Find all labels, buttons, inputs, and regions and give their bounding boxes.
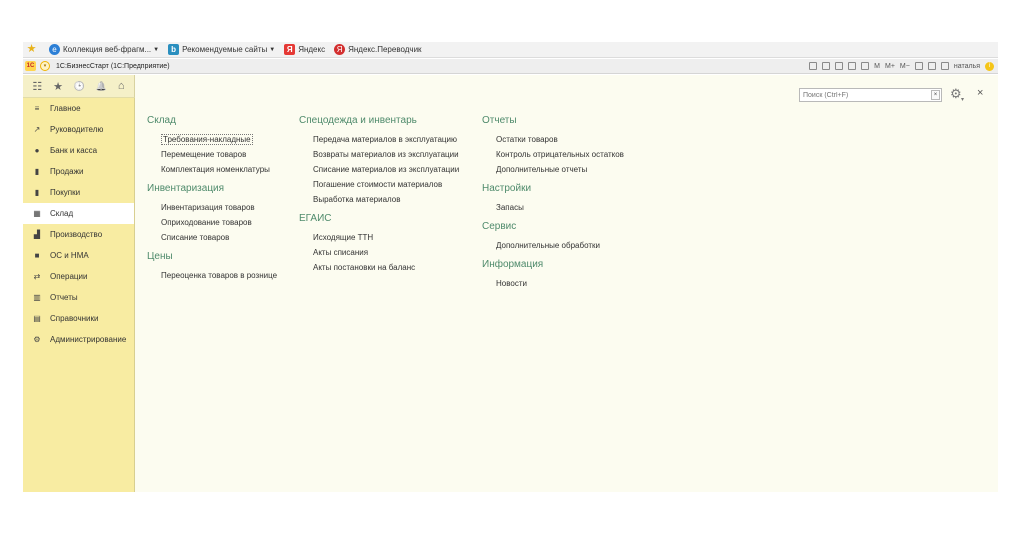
section-title: Спецодежда и инвентарь bbox=[299, 115, 417, 126]
sidebar-item-label: Производство bbox=[50, 230, 103, 239]
section-title: Настройки bbox=[482, 183, 532, 194]
link-outgoing-ttn[interactable]: Исходящие ТТН bbox=[313, 233, 374, 242]
sidebar-item-label: ОС и НМА bbox=[50, 251, 89, 260]
section-title: Сервис bbox=[482, 221, 517, 232]
gear-icon: ⚙ bbox=[33, 335, 41, 344]
link-negative-balance[interactable]: Контроль отрицательных остатков bbox=[496, 150, 624, 159]
fav-label: Коллекция веб-фрагм... bbox=[63, 45, 152, 54]
sidebar-item-label: Справочники bbox=[50, 314, 99, 323]
print-icon[interactable] bbox=[822, 62, 830, 70]
bag-icon: ▮ bbox=[34, 167, 40, 176]
section-title: Отчеты bbox=[482, 115, 517, 126]
section-title: Информация bbox=[482, 259, 544, 270]
link-goods-writeoff[interactable]: Списание товаров bbox=[161, 233, 230, 242]
section-settings bbox=[482, 183, 624, 217]
memory-minus-button[interactable]: M− bbox=[899, 62, 910, 70]
operations-icon: ⇄ bbox=[33, 272, 41, 281]
app-title: 1С:БизнесСтарт (1С:Предприятие) bbox=[56, 62, 170, 70]
favorites-star[interactable] bbox=[26, 44, 40, 55]
home-icon[interactable]: ⌂ bbox=[117, 80, 125, 92]
sidebar-item-refs[interactable] bbox=[23, 308, 134, 329]
column-3 bbox=[482, 115, 624, 297]
chevron-down-icon: ▼ bbox=[153, 46, 160, 53]
sidebar-item-bank[interactable] bbox=[23, 140, 134, 161]
sidebar-item-label: Операции bbox=[50, 272, 88, 281]
section-prices bbox=[147, 251, 277, 285]
cart-icon: ▮ bbox=[34, 188, 40, 197]
save-icon[interactable] bbox=[809, 62, 817, 70]
column-2 bbox=[299, 115, 459, 281]
column-1 bbox=[147, 115, 277, 289]
section-egais bbox=[299, 213, 459, 277]
user-name[interactable]: наталья bbox=[953, 62, 980, 70]
calendar-icon[interactable] bbox=[848, 62, 856, 70]
sidebar-item-label: Руководителю bbox=[50, 125, 104, 134]
coin-icon: ● bbox=[34, 146, 40, 155]
link-retail-revaluation[interactable]: Переоценка товаров в рознице bbox=[161, 271, 278, 280]
history-icon[interactable]: 🕒 bbox=[73, 80, 86, 91]
sidebar-item-label: Банк и касса bbox=[50, 146, 98, 155]
zoom-icon[interactable] bbox=[915, 62, 923, 70]
sidebar-item-label: Продажи bbox=[50, 167, 84, 176]
link-stock-settings[interactable]: Запасы bbox=[496, 203, 524, 212]
link-inventory-goods[interactable]: Инвентаризация товаров bbox=[161, 203, 255, 212]
link-goods-transfer[interactable]: Перемещение товаров bbox=[161, 150, 247, 159]
notifications-icon[interactable]: 🔔 bbox=[95, 80, 108, 91]
fav-yandex-translate[interactable] bbox=[334, 44, 421, 55]
link-label: Требования-накладные bbox=[163, 135, 251, 144]
sidebar-item-main[interactable] bbox=[23, 98, 134, 119]
fav-label: Яндекс bbox=[298, 45, 326, 54]
close-icon[interactable]: × bbox=[977, 87, 984, 99]
yandex-translate-icon: Я bbox=[334, 44, 345, 55]
sidebar-item-label: Покупки bbox=[50, 188, 81, 197]
search-input[interactable] bbox=[799, 88, 942, 102]
1c-logo-icon: 1С bbox=[26, 63, 35, 69]
section-title: ЕГАИС bbox=[299, 213, 332, 224]
search-clear-button[interactable]: × bbox=[931, 90, 940, 100]
link-materials-transfer[interactable]: Передача материалов в эксплуатацию bbox=[313, 135, 457, 144]
section-title: Инвентаризация bbox=[147, 183, 225, 194]
section-sidebar bbox=[23, 98, 135, 492]
sidebar-item-warehouse[interactable] bbox=[23, 203, 134, 224]
link-balance-acts[interactable]: Акты постановки на баланс bbox=[313, 263, 416, 272]
sidebar-item-assets[interactable] bbox=[23, 245, 134, 266]
bar-chart-icon: ▥ bbox=[33, 293, 41, 302]
main-menu-button[interactable]: ▾ bbox=[40, 61, 50, 71]
top-nav bbox=[23, 75, 135, 98]
yandex-icon: Я bbox=[284, 44, 295, 55]
link-materials-return[interactable]: Возвраты материалов из эксплуатации bbox=[313, 150, 459, 159]
bing-icon: b bbox=[168, 44, 179, 55]
settings-gear-icon[interactable]: ⚙ bbox=[950, 86, 962, 101]
warehouse-icon: ▦ bbox=[33, 209, 41, 218]
chevron-down-icon: ▾ bbox=[961, 97, 965, 103]
link-materials-output[interactable]: Выработка материалов bbox=[313, 195, 401, 204]
apps-grid-icon[interactable]: ☷ bbox=[32, 80, 43, 93]
bell-icon[interactable] bbox=[941, 62, 949, 70]
fav-suggested-sites[interactable] bbox=[168, 44, 275, 55]
sidebar-item-label: Администрирование bbox=[50, 335, 127, 344]
section-warehouse bbox=[147, 115, 277, 179]
link-extra-processing[interactable]: Дополнительные обработки bbox=[496, 241, 600, 250]
main-panel bbox=[135, 75, 998, 492]
section-title: Склад bbox=[147, 115, 176, 126]
link-extra-reports[interactable]: Дополнительные отчеты bbox=[496, 165, 588, 174]
sidebar-item-manager[interactable] bbox=[23, 119, 134, 140]
sidebar-item-admin[interactable] bbox=[23, 329, 134, 350]
sidebar-item-purchases[interactable] bbox=[23, 182, 134, 203]
link-icon[interactable] bbox=[835, 62, 843, 70]
sidebar-item-label: Склад bbox=[50, 209, 74, 218]
section-inventory bbox=[147, 183, 277, 247]
section-title: Цены bbox=[147, 251, 173, 262]
sidebar-item-label: Главное bbox=[50, 104, 81, 113]
sidebar-item-production[interactable] bbox=[23, 224, 134, 245]
section-reports bbox=[482, 115, 624, 179]
section-workwear bbox=[299, 115, 459, 209]
trend-icon: ↗ bbox=[33, 125, 41, 134]
sidebar-item-label: Отчеты bbox=[50, 293, 78, 302]
sidebar-item-operations[interactable] bbox=[23, 266, 134, 287]
ie-icon: e bbox=[49, 44, 60, 55]
titlebar-tools bbox=[804, 62, 994, 71]
star-icon: ★ bbox=[26, 43, 37, 55]
factory-icon: ▟ bbox=[33, 230, 41, 239]
favorites-icon[interactable]: ★ bbox=[53, 80, 63, 93]
chevron-down-icon: ▼ bbox=[269, 46, 276, 53]
link-stock-balance[interactable]: Остатки товаров bbox=[496, 135, 558, 144]
link-goods-receipt[interactable]: Оприходование товаров bbox=[161, 218, 252, 227]
book-icon: ▤ bbox=[33, 314, 41, 323]
link-kitting[interactable]: Комплектация номенклатуры bbox=[161, 165, 270, 174]
fav-web-slices[interactable] bbox=[49, 44, 159, 55]
memory-button[interactable]: M bbox=[874, 62, 880, 70]
fav-yandex[interactable] bbox=[284, 44, 325, 55]
app-titlebar bbox=[23, 59, 998, 74]
sidebar-item-sales[interactable] bbox=[23, 161, 134, 182]
fav-label: Рекомендуемые сайты bbox=[182, 45, 268, 54]
section-service bbox=[482, 221, 624, 255]
truck-icon: ■ bbox=[34, 251, 40, 260]
table-icon[interactable] bbox=[861, 62, 869, 70]
fav-label: Яндекс.Переводчик bbox=[348, 45, 422, 54]
link-materials-writeoff[interactable]: Списание материалов из эксплуатации bbox=[313, 165, 460, 174]
section-info bbox=[482, 259, 624, 293]
link-writeoff-acts[interactable]: Акты списания bbox=[313, 248, 369, 257]
window-icon[interactable] bbox=[928, 62, 936, 70]
link-requisitions[interactable] bbox=[147, 134, 277, 149]
favorites-bar bbox=[23, 42, 998, 58]
info-icon[interactable]: i bbox=[985, 62, 994, 71]
link-news[interactable]: Новости bbox=[496, 279, 527, 288]
sidebar-item-reports[interactable] bbox=[23, 287, 134, 308]
menu-icon: ≡ bbox=[34, 104, 40, 113]
memory-plus-button[interactable]: M+ bbox=[885, 62, 895, 70]
link-materials-cost[interactable]: Погашение стоимости материалов bbox=[313, 180, 443, 189]
